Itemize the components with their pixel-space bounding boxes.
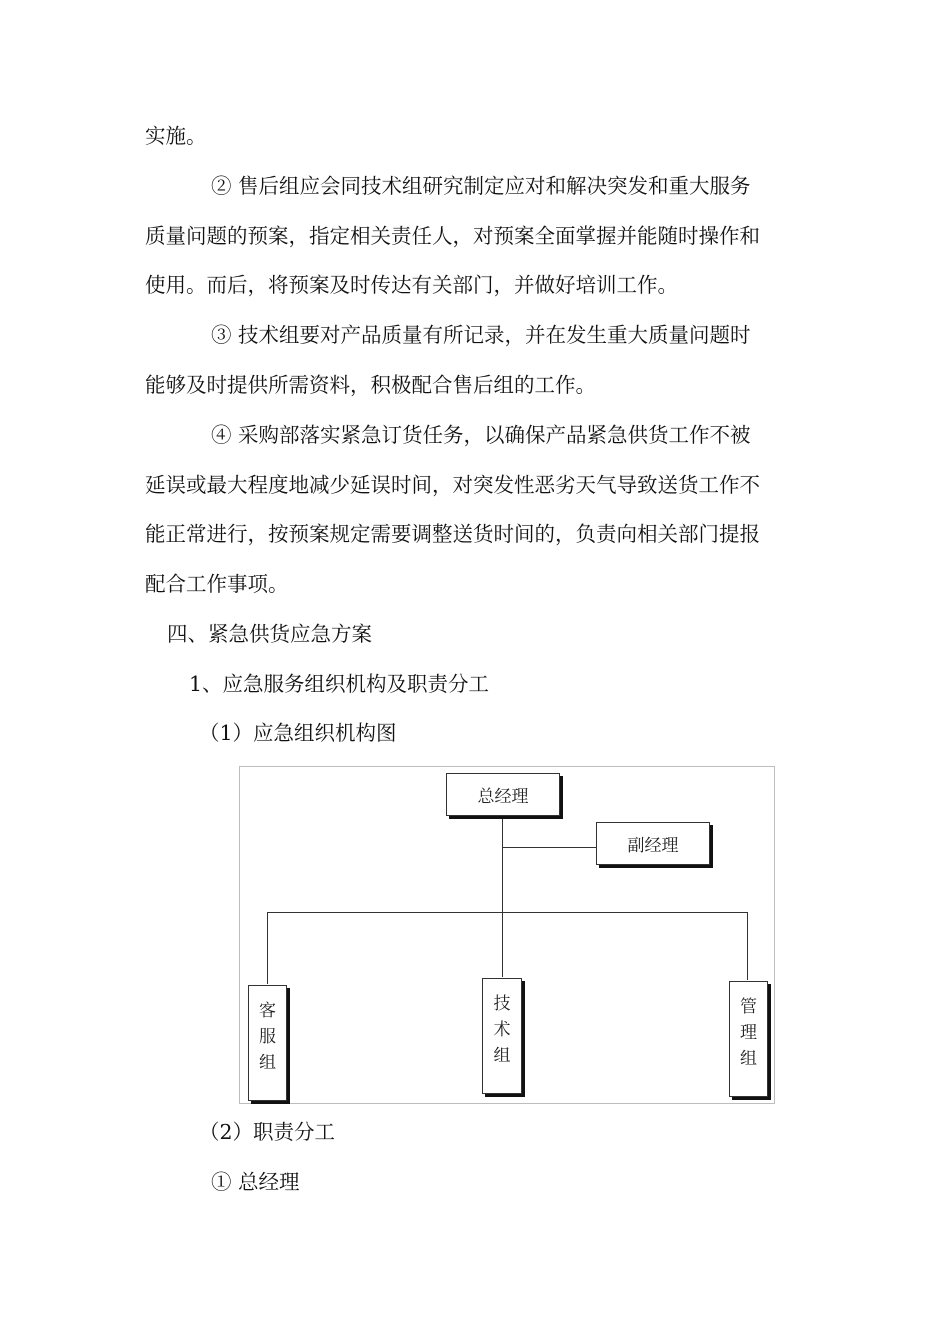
connector-line: [747, 912, 748, 980]
customer-service-group-box: [248, 985, 287, 1101]
text-line: 质量问题的预案，指定相关责任人，对预案全面掌握并能随时操作和: [145, 224, 760, 248]
group-char: 组: [740, 1049, 757, 1069]
connector-line: [267, 912, 748, 913]
group-char: 理: [740, 1023, 757, 1043]
group-char: 组: [493, 1046, 511, 1066]
subsection-heading: （2）职责分工: [199, 1120, 336, 1144]
group-char: 组: [259, 1053, 276, 1073]
text-line: ② 售后组应会同技术组研究制定应对和解决突发和重大服务: [211, 174, 751, 198]
subsection-heading: 1、应急服务组织机构及职责分工: [189, 672, 490, 696]
technical-group-box: [482, 978, 522, 1094]
text-line: ③ 技术组要对产品质量有所记录，并在发生重大质量问题时: [211, 323, 751, 347]
section-heading: 四、紧急供货应急方案: [167, 622, 372, 646]
connector-line: [502, 912, 503, 977]
text-line: ① 总经理: [211, 1170, 300, 1194]
group-char: 技: [493, 994, 511, 1014]
text-line: 能正常进行，按预案规定需要调整送货时间的，负责向相关部门提报: [145, 522, 760, 546]
text-line: ④ 采购部落实紧急订货任务，以确保产品紧急供货工作不被: [211, 423, 751, 447]
general-manager-label: 总经理: [477, 787, 529, 807]
deputy-manager-label: 副经理: [627, 836, 679, 856]
text-line: 实施。: [145, 124, 207, 148]
org-chart: [239, 766, 775, 1104]
subsection-heading: （1）应急组织机构图: [199, 721, 397, 745]
text-line: 能够及时提供所需资料，积极配合售后组的工作。: [145, 373, 596, 397]
group-char: 客: [259, 1001, 276, 1021]
group-char: 管: [740, 997, 757, 1017]
connector-line: [502, 817, 503, 913]
deputy-manager-box: [596, 822, 710, 865]
group-char: 术: [493, 1020, 511, 1040]
connector-line: [502, 847, 598, 848]
general-manager-box: [446, 773, 560, 816]
text-line: 配合工作事项。: [145, 572, 289, 596]
connector-line: [267, 912, 268, 984]
management-group-box: [729, 981, 768, 1097]
text-line: 使用。而后，将预案及时传达有关部门，并做好培训工作。: [145, 273, 678, 297]
text-line: 延误或最大程度地减少延误时间，对突发性恶劣天气导致送货工作不: [145, 473, 760, 497]
group-char: 服: [259, 1027, 276, 1047]
